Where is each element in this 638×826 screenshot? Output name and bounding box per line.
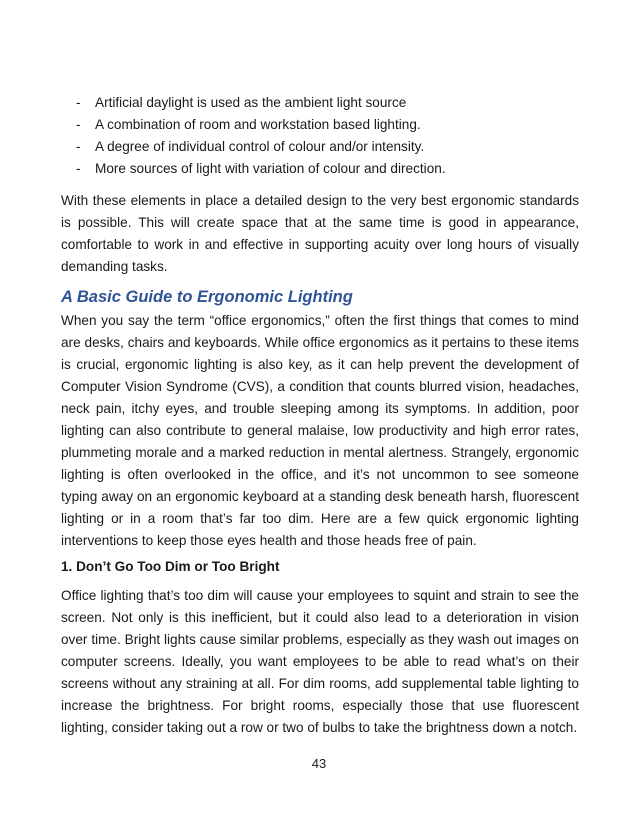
page-content bbox=[61, 92, 579, 739]
page-number: 43 bbox=[311, 756, 327, 771]
list-item bbox=[61, 136, 579, 158]
bullet-marker: - bbox=[76, 95, 81, 110]
list-item bbox=[61, 158, 579, 180]
list-item-text: Artificial daylight is used as the ambient light source bbox=[95, 95, 407, 110]
sub-heading: 1. Don’t Go Too Dim or Too Bright bbox=[61, 559, 280, 574]
bullet-marker: - bbox=[76, 139, 81, 154]
list-item-text: A degree of individual control of colour and/or intensity. bbox=[95, 139, 425, 154]
bullet-marker: - bbox=[76, 117, 81, 132]
list-item-text: A combination of room and workstation based lighting. bbox=[95, 117, 421, 132]
sub-paragraph: Office lighting that’s too dim will cause your employees to squint and strain to see the screen. Not only is this inefficient, but it could also lead to a deterioration in vision over time. Bright lights cause similar problems, especially as they wash out images on computer screens. Ideally, you want employees to be able to read what’s on their screens without any straining at all. For dim rooms, add supplemental table lighting to increase the brightness. For bright rooms, especially those that use fluorescent lighting, consider taking out a row or two of bulbs to take the brightness down a notch. bbox=[61, 588, 579, 735]
intro-paragraph: With these elements in place a detailed design to the very best ergonomic standards is possible. This will create space that at the same time is good in appearance, comfortable to work in and effective in supporting acuity over long hours of visually demanding tasks. bbox=[61, 193, 579, 274]
bullet-marker: - bbox=[76, 161, 81, 176]
bullet-list bbox=[61, 92, 579, 180]
list-item bbox=[61, 114, 579, 136]
section-title: A Basic Guide to Ergonomic Lighting bbox=[61, 288, 353, 306]
list-item-text: More sources of light with variation of colour and direction. bbox=[95, 161, 446, 176]
section-paragraph: When you say the term “office ergonomics,” often the first things that comes to mind are desks, chairs and keyboards. While office ergonomics as it pertains to these items is crucial, ergonomic lighting is also key, as it can help prevent the development of Computer Vision Syndrome (CVS), a condition that counts blurred vision, headaches, neck pain, itchy eyes, and trouble sleeping among its symptoms. In addition, poor lighting can also contribute to general malaise, low productivity and high error rates, plummeting morale and a marked reduction in mental alertness. Strangely, ergonomic lighting is often overlooked in the office, and it’s not uncommon to see someone typing away on an ergonomic keyboard at a standing desk beneath harsh, fluorescent lighting or in a room that’s far too dim. Here are a few quick ergonomic lighting interventions to keep those eyes health and those heads free of pain. bbox=[61, 313, 579, 548]
list-item bbox=[61, 92, 579, 114]
